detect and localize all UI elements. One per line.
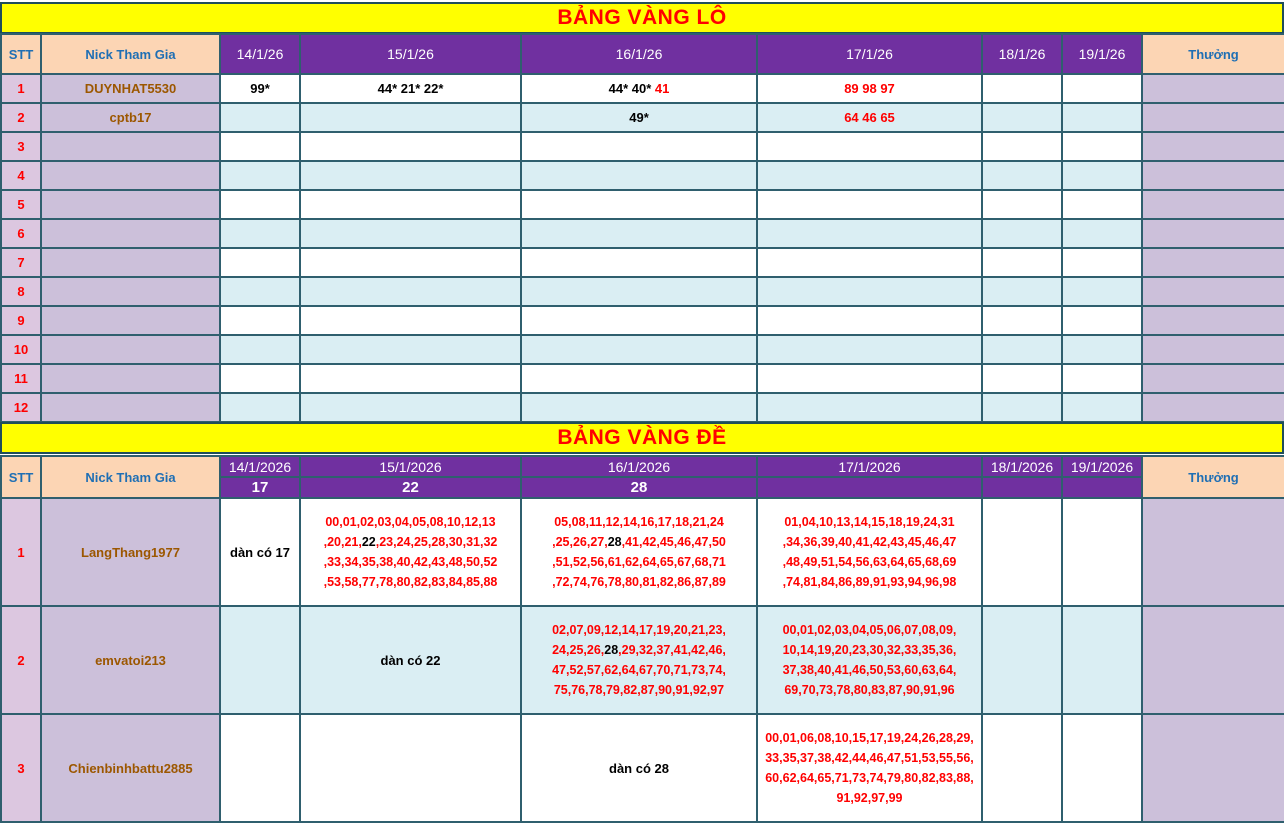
entry-cell xyxy=(521,103,757,132)
entry-cell xyxy=(300,277,521,306)
number-line: ,72,74,76,78,80,81,82,86,87,89 xyxy=(552,575,726,589)
entry-cell xyxy=(220,606,300,714)
entry-cell xyxy=(300,161,521,190)
entry-cell xyxy=(220,219,300,248)
number-line: ,53,58,77,78,80,82,83,84,85,88 xyxy=(323,575,498,589)
number-line: 69,70,73,78,80,83,87,90,91,96 xyxy=(784,683,955,697)
number-line: 33,35,37,38,42,44,46,47,51,53,55,56, xyxy=(765,751,974,765)
entry-cell xyxy=(1062,74,1142,103)
entry-cell xyxy=(757,219,982,248)
entry-text: 49* xyxy=(629,110,649,125)
nick-cell xyxy=(41,161,220,190)
entry-cell xyxy=(1062,335,1142,364)
entry-cell xyxy=(757,190,982,219)
entry-cell xyxy=(982,277,1062,306)
stt-cell: 4 xyxy=(1,161,41,190)
lo-row xyxy=(1,364,1284,393)
number-line: 10,14,19,20,23,30,32,33,35,36, xyxy=(782,643,957,657)
reward-cell xyxy=(1142,364,1284,393)
de-header-date: 18/1/2026 xyxy=(982,456,1062,477)
stt-cell: 10 xyxy=(1,335,41,364)
number-line: ,74,81,84,86,89,91,93,94,96,98 xyxy=(782,575,957,589)
number-line: 05,08,11,12,14,16,17,18,21,24 xyxy=(554,515,724,529)
entry-cell xyxy=(982,161,1062,190)
entry-cell xyxy=(1062,714,1142,822)
reward-cell xyxy=(1142,219,1284,248)
de-row xyxy=(1,606,1284,714)
entry-cell xyxy=(1062,364,1142,393)
lo-title: BẢNG VÀNG LÔ xyxy=(0,2,1284,34)
entry-cell xyxy=(1062,498,1142,606)
lo-row xyxy=(1,248,1284,277)
entry-cell xyxy=(220,277,300,306)
entry-cell xyxy=(521,306,757,335)
entry-cell xyxy=(757,277,982,306)
nick-cell: DUYNHAT5530 xyxy=(41,74,220,103)
entry-cell xyxy=(300,306,521,335)
stt-cell: 1 xyxy=(1,498,41,606)
entry-cell xyxy=(1062,103,1142,132)
entry-cell: dàn có 28 xyxy=(521,714,757,822)
entry-cell xyxy=(300,219,521,248)
number-line: 01,04,10,13,14,15,18,19,24,31 xyxy=(784,515,955,529)
reward-cell xyxy=(1142,306,1284,335)
stt-cell: 11 xyxy=(1,364,41,393)
number-line: 02,07,09,12,14,17,19,20,21,23, xyxy=(552,623,726,637)
lo-row xyxy=(1,161,1284,190)
entry-cell xyxy=(757,498,982,606)
de-title: BẢNG VÀNG ĐỀ xyxy=(0,422,1284,454)
nick-cell xyxy=(41,335,220,364)
lo-row xyxy=(1,306,1284,335)
nick-cell xyxy=(41,132,220,161)
entry-cell xyxy=(982,306,1062,335)
entry-cell: 89 98 97 xyxy=(757,74,982,103)
number-line: 47,52,57,62,64,67,70,71,73,74, xyxy=(552,663,726,677)
entry-cell: 99* xyxy=(220,74,300,103)
number-line: 00,01,02,03,04,05,08,10,12,13 xyxy=(325,515,496,529)
entry-cell xyxy=(757,393,982,422)
de-header-date: 17/1/2026 xyxy=(757,456,982,477)
entry-cell xyxy=(982,335,1062,364)
stt-cell: 5 xyxy=(1,190,41,219)
entry-cell xyxy=(982,714,1062,822)
nick-cell: cptb17 xyxy=(41,103,220,132)
number-line: 91,92,97,99 xyxy=(836,791,903,805)
entry-cell xyxy=(1062,190,1142,219)
de-header-row xyxy=(1,456,1284,477)
number-line: ,34,36,39,40,41,42,43,45,46,47 xyxy=(782,535,957,549)
reward-cell xyxy=(1142,714,1284,822)
de-header-date: 19/1/2026 xyxy=(1062,456,1142,477)
entry-cell xyxy=(982,606,1062,714)
entry-cell: dàn có 17 xyxy=(220,498,300,606)
de-header-nick: Nick Tham Gia xyxy=(41,456,220,498)
entry-cell xyxy=(220,132,300,161)
entry-cell xyxy=(521,74,757,103)
nick-cell: LangThang1977 xyxy=(41,498,220,606)
nick-cell xyxy=(41,277,220,306)
number-line: 00,01,06,08,10,15,17,19,24,26,28,29, xyxy=(765,731,974,745)
nick-cell xyxy=(41,219,220,248)
entry-cell xyxy=(982,393,1062,422)
stt-cell: 12 xyxy=(1,393,41,422)
entry-cell xyxy=(757,248,982,277)
entry-cell xyxy=(300,190,521,219)
entry-cell xyxy=(300,103,521,132)
lo-row xyxy=(1,190,1284,219)
reward-cell xyxy=(1142,161,1284,190)
entry-cell xyxy=(300,364,521,393)
entry-cell xyxy=(1062,277,1142,306)
lo-header-reward: Thưởng xyxy=(1142,34,1284,74)
de-result-cell: 22 xyxy=(300,477,521,498)
de-result-cell: 17 xyxy=(220,477,300,498)
nick-cell xyxy=(41,190,220,219)
entry-cell xyxy=(757,306,982,335)
entry-cell xyxy=(521,219,757,248)
lo-row xyxy=(1,132,1284,161)
lo-row xyxy=(1,393,1284,422)
entry-cell xyxy=(982,190,1062,219)
entry-cell xyxy=(220,103,300,132)
entry-cell xyxy=(757,364,982,393)
entry-cell xyxy=(1062,393,1142,422)
entry-cell xyxy=(982,74,1062,103)
reward-cell xyxy=(1142,103,1284,132)
entry-cell xyxy=(1062,606,1142,714)
entry-cell xyxy=(982,103,1062,132)
number-line: ,48,49,51,54,56,63,64,65,68,69 xyxy=(782,555,957,569)
de-row xyxy=(1,714,1284,822)
number-line: 75,76,78,79,82,87,90,91,92,97 xyxy=(553,683,725,697)
entry-cell xyxy=(757,132,982,161)
entry-cell xyxy=(521,248,757,277)
hit-number: 28 xyxy=(604,643,619,657)
entry-cell xyxy=(1062,161,1142,190)
entry-cell: 64 46 65 xyxy=(757,103,982,132)
de-header-date: 14/1/2026 xyxy=(220,456,300,477)
lo-row xyxy=(1,74,1284,103)
stt-cell: 2 xyxy=(1,103,41,132)
lo-header-date: 17/1/26 xyxy=(757,34,982,74)
lo-row xyxy=(1,335,1284,364)
entry-cell xyxy=(1062,219,1142,248)
entry-cell xyxy=(220,364,300,393)
lo-header-date: 19/1/26 xyxy=(1062,34,1142,74)
number-line: 24,25,26,28,29,32,37,41,42,46, xyxy=(552,643,726,657)
entry-cell xyxy=(521,393,757,422)
reward-cell xyxy=(1142,74,1284,103)
stt-cell: 3 xyxy=(1,132,41,161)
stt-cell: 6 xyxy=(1,219,41,248)
reward-cell xyxy=(1142,132,1284,161)
entry-cell xyxy=(220,714,300,822)
entry-cell xyxy=(521,335,757,364)
entry-cell xyxy=(982,132,1062,161)
entry-cell xyxy=(1062,306,1142,335)
entry-cell xyxy=(521,364,757,393)
number-line: ,33,34,35,38,40,42,43,48,50,52 xyxy=(323,555,498,569)
de-result-cell xyxy=(1062,477,1142,498)
de-row xyxy=(1,498,1284,606)
reward-cell xyxy=(1142,606,1284,714)
entry-cell xyxy=(300,132,521,161)
nick-cell xyxy=(41,364,220,393)
de-result-cell xyxy=(982,477,1062,498)
entry-cell xyxy=(982,364,1062,393)
nick-cell xyxy=(41,248,220,277)
stt-cell: 7 xyxy=(1,248,41,277)
de-header-date: 15/1/2026 xyxy=(300,456,521,477)
entry-cell xyxy=(521,606,757,714)
nick-cell xyxy=(41,393,220,422)
entry-cell xyxy=(982,219,1062,248)
entry-cell xyxy=(757,161,982,190)
nick-cell: emvatoi213 xyxy=(41,606,220,714)
lo-table xyxy=(0,33,1284,423)
lo-header-date: 18/1/26 xyxy=(982,34,1062,74)
entry-cell xyxy=(521,190,757,219)
entry-cell xyxy=(220,248,300,277)
entry-cell xyxy=(220,306,300,335)
reward-cell xyxy=(1142,498,1284,606)
entry-cell xyxy=(982,498,1062,606)
entry-cell xyxy=(521,161,757,190)
number-line: 00,01,02,03,04,05,06,07,08,09, xyxy=(782,623,957,637)
hit-number: 28 xyxy=(607,535,622,549)
lo-row xyxy=(1,277,1284,306)
entry-cell xyxy=(300,714,521,822)
entry-cell: 44* 21* 22* xyxy=(300,74,521,103)
de-header-reward: Thưởng xyxy=(1142,456,1284,498)
entry-cell xyxy=(521,498,757,606)
entry-text-hit: 41 xyxy=(654,81,670,96)
entry-cell: dàn có 22 xyxy=(300,606,521,714)
entry-cell xyxy=(300,498,521,606)
de-result-cell: 28 xyxy=(521,477,757,498)
entry-cell xyxy=(1062,132,1142,161)
stt-cell: 3 xyxy=(1,714,41,822)
entry-cell xyxy=(1062,248,1142,277)
number-line: ,51,52,56,61,62,64,65,67,68,71 xyxy=(552,555,726,569)
number-line: 60,62,64,65,71,73,74,79,80,82,83,88, xyxy=(765,771,974,785)
de-result-cell xyxy=(757,477,982,498)
entry-cell xyxy=(982,248,1062,277)
entry-cell xyxy=(300,393,521,422)
lo-row xyxy=(1,219,1284,248)
entry-cell xyxy=(220,393,300,422)
lo-header-row xyxy=(1,34,1284,74)
entry-text: 44* 40* xyxy=(608,81,652,96)
entry-cell xyxy=(220,335,300,364)
stt-cell: 2 xyxy=(1,606,41,714)
entry-cell xyxy=(220,190,300,219)
hit-number: 22 xyxy=(361,535,376,549)
entry-cell xyxy=(300,248,521,277)
de-header-date: 16/1/2026 xyxy=(521,456,757,477)
nick-cell xyxy=(41,306,220,335)
entry-cell xyxy=(521,132,757,161)
number-line: 37,38,40,41,46,50,53,60,63,64, xyxy=(782,663,957,677)
stt-cell: 8 xyxy=(1,277,41,306)
stt-cell: 9 xyxy=(1,306,41,335)
reward-cell xyxy=(1142,277,1284,306)
lo-header-nick: Nick Tham Gia xyxy=(41,34,220,74)
stt-cell: 1 xyxy=(1,74,41,103)
number-line: ,25,26,27,28,41,42,45,46,47,50 xyxy=(552,535,726,549)
lo-header-date: 14/1/26 xyxy=(220,34,300,74)
number-line: ,20,21,22,23,24,25,28,30,31,32 xyxy=(323,535,498,549)
entry-cell xyxy=(220,161,300,190)
entry-cell xyxy=(300,335,521,364)
reward-cell xyxy=(1142,190,1284,219)
de-header-stt: STT xyxy=(1,456,41,498)
reward-cell xyxy=(1142,335,1284,364)
entry-cell xyxy=(757,335,982,364)
lo-header-date: 15/1/26 xyxy=(300,34,521,74)
reward-cell xyxy=(1142,393,1284,422)
entry-cell xyxy=(757,714,982,822)
lo-header-stt: STT xyxy=(1,34,41,74)
nick-cell: Chienbinhbattu2885 xyxy=(41,714,220,822)
de-table xyxy=(0,455,1284,823)
entry-cell xyxy=(521,277,757,306)
lo-header-date: 16/1/26 xyxy=(521,34,757,74)
reward-cell xyxy=(1142,248,1284,277)
entry-cell xyxy=(757,606,982,714)
lo-row xyxy=(1,103,1284,132)
